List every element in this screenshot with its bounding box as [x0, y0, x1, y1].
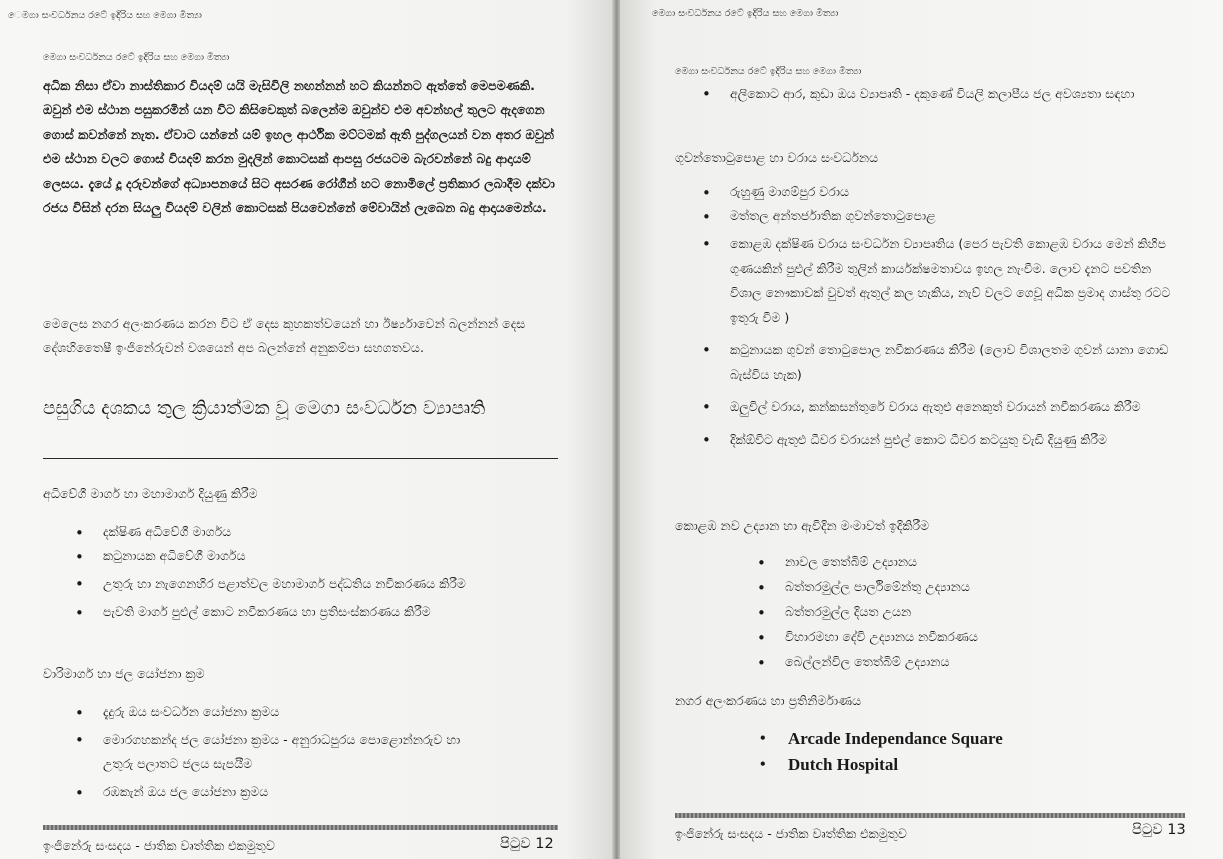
list-item: • දික්ඕවිට ඇතුළු ධීවර වරායන් පුළුල් කොට ධීවර කටයුතු වැඩි දියුණු කිරීම — [702, 428, 1172, 453]
list-item: • මොරගහකන්ද ජල යෝජනා ක්‍රමය - අනුරාධපුරය පොළොන්නරුව හා උතුරු පලාතට ජලය සැපයීම — [75, 728, 480, 776]
list-item: • බෙල්ලන්විල තෙත්බිම් උද්‍යානය — [757, 654, 1177, 670]
list-item: • දක්ෂිණ අධිවේගී මාර්ගය — [75, 524, 565, 540]
list-item: • බත්තරමුල්ල පාර්ලිමේන්තු උද්‍යානය — [757, 579, 1177, 595]
list-item: • නාවල තෙත්බිම් උද්‍යානය — [757, 554, 1177, 570]
footer-band — [675, 813, 1185, 818]
footer-text: ඉංජිනේරු සංසදය - ජාතික වෘත්තික එකමුතුව — [675, 826, 907, 841]
irrigation-list — [75, 704, 480, 800]
list-item: • උතුරු හා නැගෙනහිර පළාත්වල මහාමාර්ග පද්ධතිය නවීකරණය කිරීම — [75, 572, 565, 596]
top-header: මෙගා සංවර්ධනය රටේ ඉදිරිය සහ මෙගා මිත්‍යා — [652, 8, 839, 19]
list-item: • දැදුරු ඔය සංවර්ධන යෝජනා ක්‍රමය — [75, 704, 480, 720]
list-item: • කටුනායක අධිවේගී මාර්ගය — [75, 548, 565, 564]
list-item: • මත්තල අන්තර්ජාතික ගුවන්තොටුපොළ — [702, 208, 1172, 224]
subsection-title: කොළඹ නව උද්‍යාන හා ඇවිදින මංමාවත් ඉදිකිරීම — [675, 518, 930, 533]
subsection-title: වාරිමාර්ග හා ජල යෝජනා ක්‍රම — [43, 666, 205, 681]
subsection-title: අධිවේගී මාර්ග හා මහාමාර්ග දියුණු කිරීම — [43, 486, 258, 501]
list-item: • රඹකැන් ඔය ජල යෝජනා ක්‍රමය — [75, 784, 480, 800]
parks-list — [757, 554, 1177, 670]
list-item: • රුහුණු මාගම්පුර වරාය — [702, 184, 1172, 200]
list-item: • අලිකොට ආර, කුඩා ඔය ව්‍යාපෘති - දකුණේ වියලි කලාපීය ජල අවශ්‍යතා සඳහා — [702, 82, 1172, 106]
footer-band — [43, 825, 558, 830]
subsection-title: ගුවන්තොටුපොළ හා වරාය සංවර්ධනය — [675, 150, 879, 165]
list-item: • පැවති මාර්ග පුළුල් කොට නවීකරණය හා ප්‍රතිසංස්කරණය කිරීම — [75, 604, 565, 620]
irrigation-cont-list — [702, 82, 1172, 106]
list-item: • Dutch Hospital — [760, 752, 1160, 778]
list-item: • කටුනායක ගුවන් තොටුපොල නවීකරණය කිරීම (ලොව විශාලතම ගුවන් යානා ගොඩ බැස්විය හැක) — [702, 338, 1172, 387]
ports-list — [702, 184, 1172, 452]
page-number: පිටුව 13 — [1132, 822, 1186, 838]
highways-list — [75, 524, 565, 620]
body-paragraph: අධික නිසා ඒවා නාස්තිකාර වියදම් යයි මැසිවිලි නඟන්නන් හට කියන්නට ඇත්තේ මෙපමණකි. ඔවුන් එම ස්ථාන පසුකරමින් යන විට කිසිවෙකුත් බලෙන්ම ඔවුන්ව එම අවන්හල් තුලට ඇදගෙන ගොස් කවන්නේ නැත. ඒවාට යන්නේ යම් ඉහල ආර්ථික මට්ටමක් ඇති පුද්ගලයන් වන අතර ඔවුන් එම ස්ථාන වලට ගොස් වියදම් කරන මුදලින් කොටසක් ආපසු රජයටම බැරවන්නේ බදු ආදායම් ලෙසය. දැයේ දූ දරුවන්ගේ අධ්‍යාපනයේ සිට අසරණ රෝගීන් හට නොමිලේ ප්‍රතිකාර ලබාදීම දක්වා රජය විසින් දරන සියලු වියදම් වලින් කොටසක් පියවෙන්නේ මේවායින් ලැබෙන බදු ආදායමෙන්ය. — [43, 78, 555, 216]
heading-rule — [43, 458, 558, 459]
right-page — [620, 0, 1223, 859]
section-heading: පසුගිය දශකය තුල ක්‍රියාත්මක වූ මෙගා සංවර්ධන ව්‍යාපෘති — [43, 398, 486, 419]
running-header: මෙගා සංවර්ධනය රටේ ඉදිරිය සහ මෙගා මිත්‍යා — [43, 52, 230, 63]
list-item: • Arcade Independance Square — [760, 726, 1160, 752]
page-number: පිටුව 12 — [500, 836, 554, 852]
list-item: • ඔලුවිල් වරාය, කන්කසන්තුරේ වරාය ඇතුළු අනෙකුත් වරායන් නවීකරණය කිරීම — [702, 395, 1172, 420]
list-item: • බත්තරමුල්ල දියත උයන — [757, 604, 1177, 620]
urban-list — [760, 726, 1160, 778]
top-header: ෙමගා සංවර්ධනය රටේ ඉදිරිය සහ මෙගා මිත්‍යා — [8, 10, 202, 21]
subsection-title: නගර අලංකරණය හා ප්‍රතිනිර්මාණය — [675, 693, 862, 708]
list-item: • විහාරමහා දේවි උද්‍යානය නවීකරණය — [757, 629, 1177, 645]
body-paragraph: මෙලෙස නගර අලංකරණය කරන විට ඒ දෙස කුහකත්වයෙන් හා ඊර්ෂ්‍යාවෙන් බලන්නන් දෙස දේශහිතෛෂී ඉංජිනේරුවන් වශයෙන් අප බලන්නේ අනුකම්පා සහගතවය. — [43, 316, 526, 356]
footer-text: ඉංජිනේරු සංසදය - ජාතික වෘත්තික එකමුතුව — [43, 838, 275, 853]
list-item: • කොළඹ දක්ෂිණ වරාය සංවර්ධන ව්‍යාපෘතිය (පෙර පැවති කොළඹ වරාය මෙන් කිහිප ගුණයකින් පුළුල් කිරීම තුලින් කාර්යක්ෂමතාවය ඉහල නැංවීම. ලොව දැනට පවතින විශාල නෞකාවක් වුවත් ඇතුල් කල හැකිය, නැව් වලට ගෙවූ අධික ප්‍රමාද ගාස්තු රටට ඉතුරු වීම ) — [702, 232, 1172, 330]
running-header: මෙගා සංවර්ධනය රටේ ඉදිරිය සහ මෙගා මිත්‍යා — [675, 66, 862, 77]
